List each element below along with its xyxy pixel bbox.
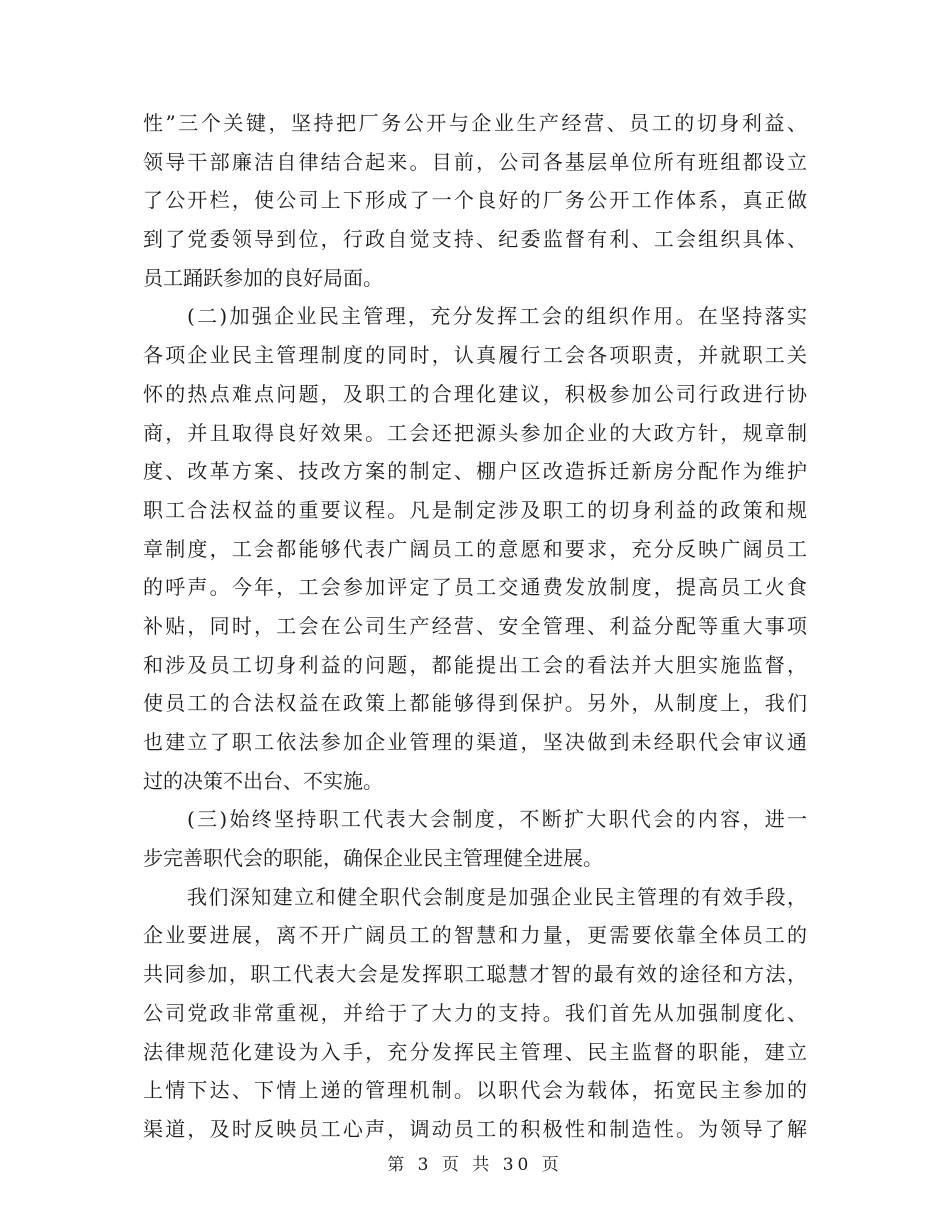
paragraph (143, 878, 807, 1149)
text-line: 性”三个关键，坚持把厂务公开与企业生产经营、员工的切身利益、 (143, 111, 807, 135)
text-line: 补贴，同时，工会在公司生产经营、安全管理、利益分配等重大事项 (143, 613, 807, 638)
text-line: 过的决策不出台、不实施。 (143, 768, 383, 793)
text-line: 章制度，工会都能够代表广阔员工的意愿和要求，充分反映广阔员工 (143, 536, 807, 561)
page-footer: 第 3 页 共 30 页 (387, 1155, 563, 1175)
text-line: 使员工的合法权益在政策上都能够得到保护。另外，从制度上，我们 (143, 691, 807, 716)
text-line: 了公开栏，使公司上下形成了一个良好的厂务公开工作体系，真正做 (143, 188, 807, 213)
text-line: 商，并且取得良好效果。工会还把源头参加企业的大政方针，规章制 (143, 420, 807, 445)
text-line: 法律规范化建设为入手，充分发挥民主管理、民主监督的职能，建立 (143, 1039, 807, 1064)
text-line: 各项企业民主管理制度的同时，认真履行工会各项职责，并就职工关 (143, 343, 807, 368)
document-body (143, 104, 807, 1149)
paragraph (143, 104, 807, 297)
text-line: 领导干部廉洁自律结合起来。目前，公司各基层单位所有班组都设立 (143, 149, 807, 174)
text-line: 度、改革方案、技改方案的制定、棚户区改造拆迁新房分配作为维护 (143, 459, 807, 484)
text-line: 到了党委领导到位，行政自觉支持、纪委监督有利、工会组织具体、 (143, 227, 807, 252)
text-line: 的呼声。今年，工会参加评定了员工交通费发放制度，提高员工火食 (143, 575, 807, 600)
text-line: 也建立了职工依法参加企业管理的渠道，坚决做到未经职代会审议通 (143, 730, 807, 754)
text-line: 职工合法权益的重要议程。凡是制定涉及职工的切身利益的政策和规 (143, 497, 807, 522)
text-line: 和涉及员工切身利益的问题，都能提出工会的看法并大胆实施监督， (143, 652, 807, 677)
text-line: 共同参加，职工代表大会是发挥职工聪慧才智的最有效的途径和方法， (143, 962, 807, 987)
text-line: 上情下达、下情上递的管理机制。以职代会为载体，拓宽民主参加的 (143, 1078, 807, 1103)
text-line: 步完善职代会的职能，确保企业民主管理健全进展。 (143, 846, 603, 871)
text-line: (二)加强企业民主管理，充分发挥工会的组织作用。在坚持落实 (187, 304, 807, 329)
text-line: 员工踊跃参加的良好局面。 (143, 265, 383, 290)
text-line: 渠道，及时反映员工心声，调动员工的积极性和制造性。为领导了解 (143, 1116, 807, 1141)
text-line: 公司党政非常重视，并给于了大力的支持。我们首先从加强制度化、 (143, 1000, 807, 1025)
paragraph (143, 297, 807, 800)
text-line: (三)始终坚持职工代表大会制度，不断扩大职代会的内容，进一 (187, 807, 807, 832)
paragraph (143, 800, 807, 877)
text-line: 企业要进展，离不开广阔员工的智慧和力量，更需要依靠全体员工的 (143, 923, 807, 948)
text-line: 我们深知建立和健全职代会制度是加强企业民主管理的有效手段， (187, 884, 807, 909)
text-line: 怀的热点难点问题，及职工的合理化建议，积极参加公司行政进行协 (143, 381, 807, 406)
